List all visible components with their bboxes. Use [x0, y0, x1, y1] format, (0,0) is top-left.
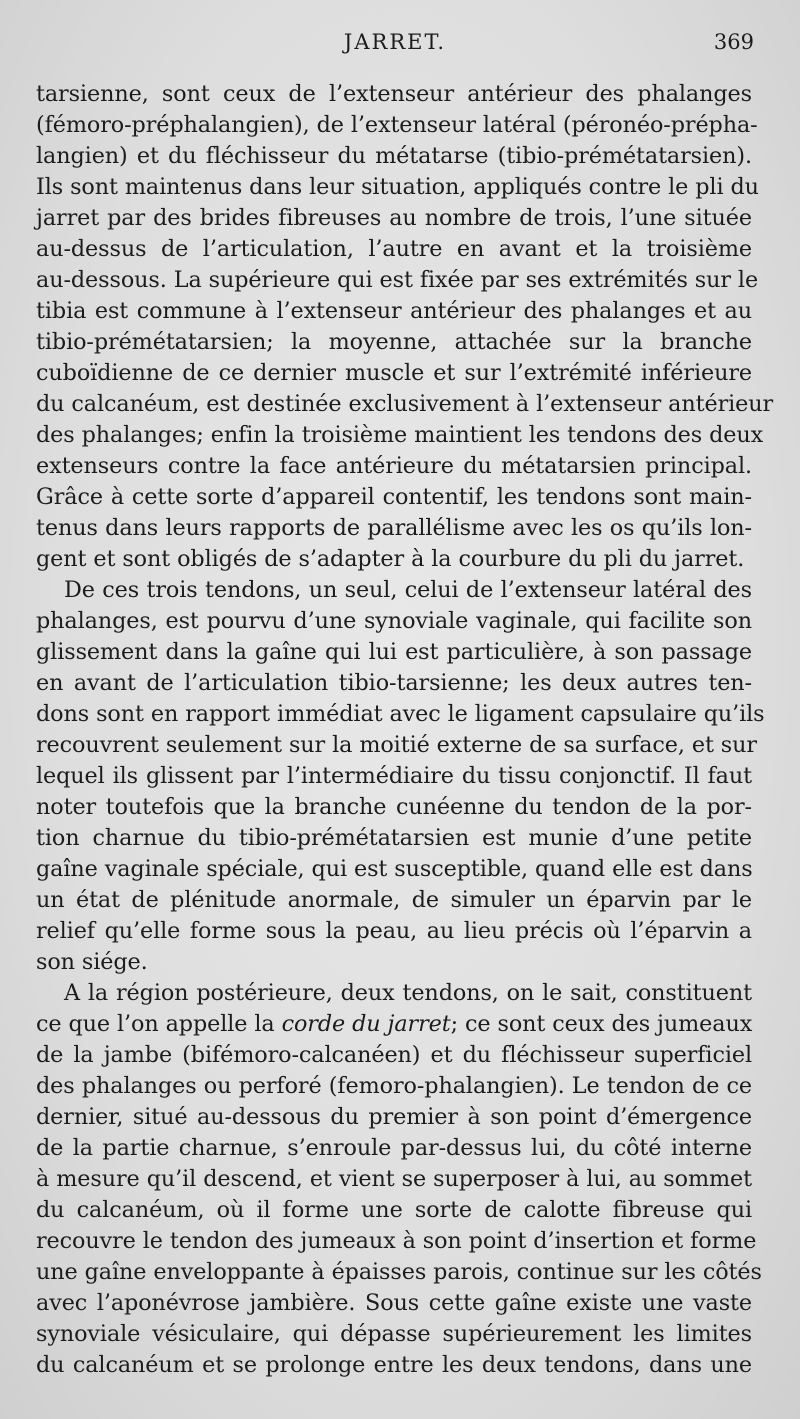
- text-line: des phalanges ou perforé (femoro-phalangien). Le tendon de ce: [36, 1073, 752, 1099]
- paragraph-1: [36, 79, 774, 575]
- text-line: au-dessous. La supérieure qui est fixée par ses extrémités sur le: [36, 267, 759, 293]
- text-line: relief qu’elle forme sous la peau, au lieu précis où l’éparvin a: [36, 918, 752, 944]
- running-title: JARRET.: [343, 30, 447, 54]
- text-line: glissement dans la gaîne qui lui est particulière, à son passage: [36, 639, 752, 665]
- text-line: un état de plénitude anormale, de simuler un éparvin par le: [36, 887, 752, 913]
- text-line: cuboïdienne de ce dernier muscle et sur l’extrémité inférieure: [36, 360, 752, 386]
- text-line: en avant de l’articulation tibio-tarsienne; les deux autres ten-: [36, 670, 752, 696]
- text-line: du calcanéum et se prolonge entre les deux tendons, dans une: [36, 1352, 752, 1378]
- paragraph-2: [36, 575, 765, 978]
- text-line: tenus dans leurs rapports de parallélisme avec les os qu’ils lon-: [36, 515, 752, 541]
- body-text: [36, 79, 774, 1381]
- text-line: du calcanéum, est destinée exclusivement à l’extenseur antérieur: [36, 391, 774, 417]
- page-number: 369: [713, 30, 754, 54]
- text-line: de la partie charnue, s’enroule par-dessus lui, du côté interne: [36, 1135, 752, 1161]
- italic-term: corde du jarret: [281, 1011, 451, 1037]
- text-line: tion charnue du tibio-prémétatarsien est munie d’une petite: [36, 825, 752, 851]
- text-line: jarret par des brides fibreuses au nombre de trois, l’une située: [36, 205, 752, 231]
- text-line: Grâce à cette sorte d’appareil contentif, les tendons sont main-: [36, 484, 752, 510]
- text-line: lequel ils glissent par l’intermédiaire du tissu conjonctif. Il faut: [36, 763, 752, 789]
- text-line: gent et sont obligés de s’adapter à la courbure du pli du jarret.: [36, 546, 745, 572]
- running-head: [36, 30, 754, 64]
- text-line: extenseurs contre la face antérieure du métatarsien principal.: [36, 453, 752, 479]
- text-line: tibio-prémétatarsien; la moyenne, attachée sur la branche: [36, 329, 752, 355]
- text-line: son siége.: [36, 949, 148, 975]
- text-line: phalanges, est pourvu d’une synoviale vaginale, qui facilite son: [36, 608, 752, 634]
- text-line: Ils sont maintenus dans leur situation, appliqués contre le pli du: [36, 174, 759, 200]
- text-line: recouvrent seulement sur la moitié externe de sa surface, et sur: [36, 732, 757, 758]
- text-line: dons sont en rapport immédiat avec le ligament capsulaire qu’ils: [36, 701, 765, 727]
- text-line: De ces trois tendons, un seul, celui de l’extenseur latéral des: [64, 577, 752, 603]
- text-line: noter toutefois que la branche cunéenne du tendon de la por-: [36, 794, 752, 820]
- text-line: de la jambe (bifémoro-calcanéen) et du fléchisseur superficiel: [36, 1042, 752, 1068]
- paragraph-3: [36, 978, 762, 1381]
- text-line: recouvre le tendon des jumeaux à son point d’insertion et forme: [36, 1228, 757, 1254]
- text-line: des phalanges; enfin la troisième maintient les tendons des deux: [36, 422, 764, 448]
- text-line: langien) et du fléchisseur du métatarse (tibio-prémétatarsien).: [36, 143, 752, 169]
- text-line: tarsienne, sont ceux de l’extenseur antérieur des phalanges: [36, 81, 752, 107]
- text-line: A la région postérieure, deux tendons, on le sait, constituent: [64, 980, 752, 1006]
- text-line: synoviale vésiculaire, qui dépasse supérieurement les limites: [36, 1321, 752, 1347]
- text-line-with-italic: ce que l’on appelle la corde du jarret; ce sont ceux des jumeaux: [36, 1011, 753, 1037]
- text-line: une gaîne enveloppante à épaisses parois, continue sur les côtés: [36, 1259, 762, 1285]
- text-line: à mesure qu’il descend, et vient se superposer à lui, au sommet: [36, 1166, 752, 1192]
- text-line: au-dessus de l’articulation, l’autre en avant et la troisième: [36, 236, 752, 262]
- text-line: du calcanéum, où il forme une sorte de calotte fibreuse qui: [36, 1197, 752, 1223]
- text-line: gaîne vaginale spéciale, qui est susceptible, quand elle est dans: [36, 856, 753, 882]
- text-line: tibia est commune à l’extenseur antérieur des phalanges et au: [36, 298, 752, 324]
- text-line: dernier, situé au-dessous du premier à son point d’émergence: [36, 1104, 752, 1130]
- text-line: avec l’aponévrose jambière. Sous cette gaîne existe une vaste: [36, 1290, 752, 1316]
- text-line: (fémoro-préphalangien), de l’extenseur latéral (péronéo-prépha-: [36, 112, 758, 138]
